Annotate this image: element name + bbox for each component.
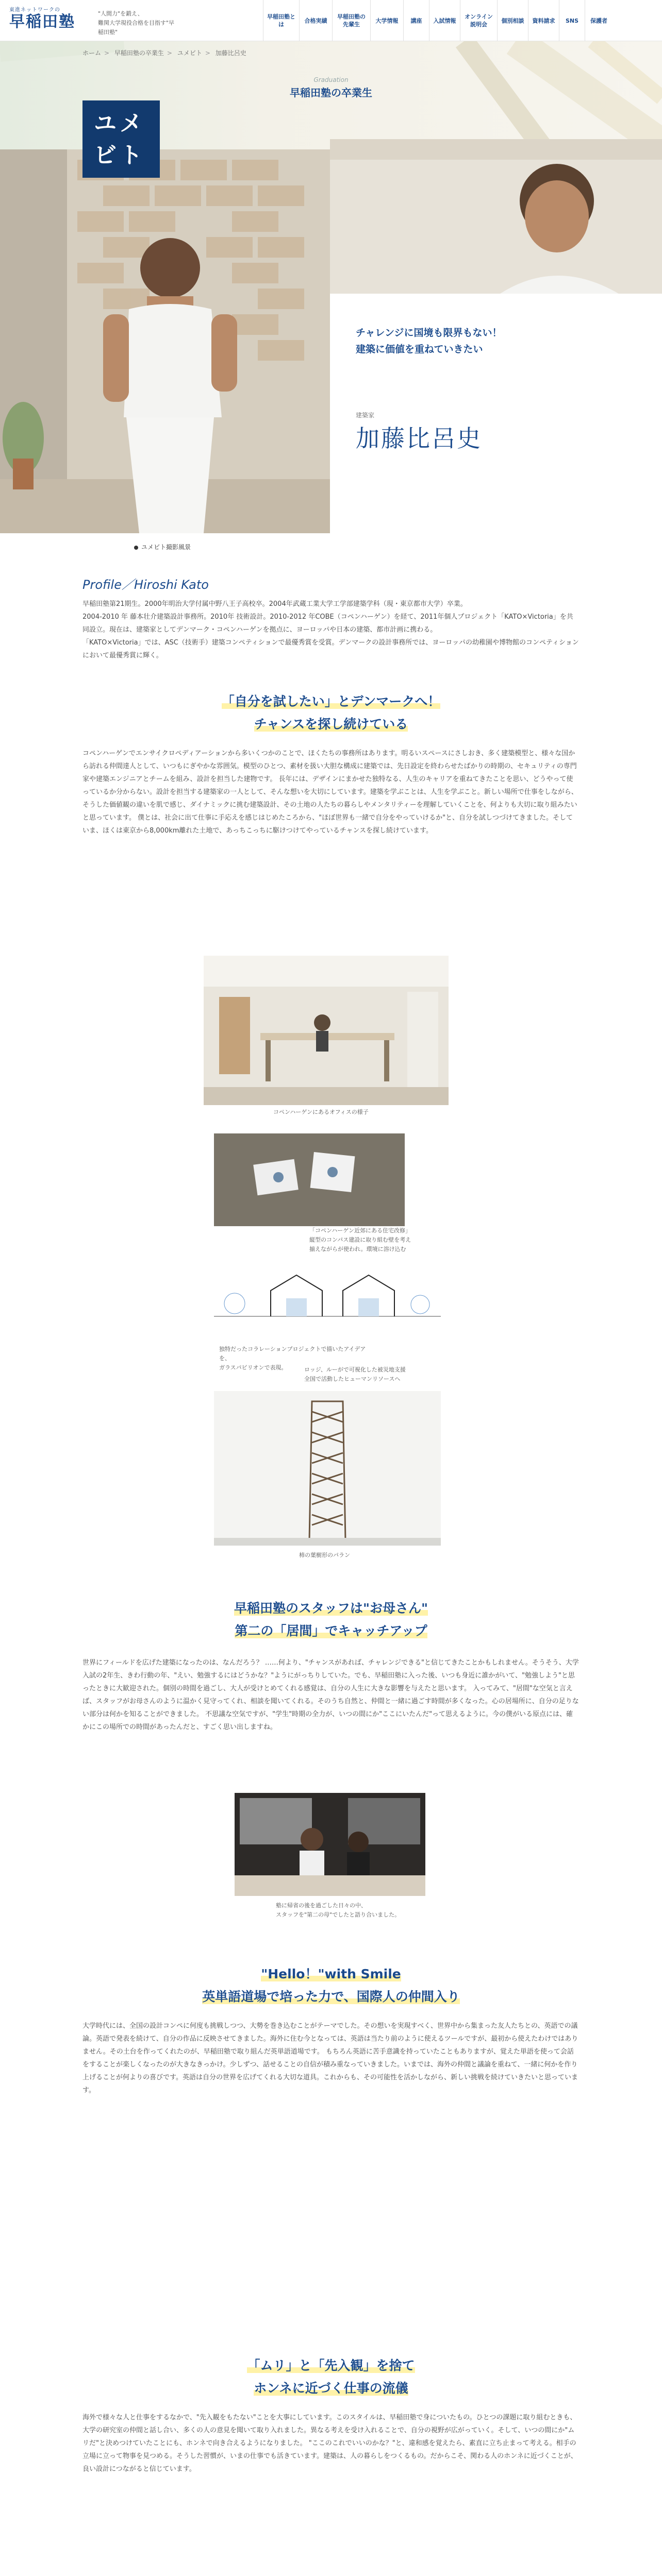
section-4-title-line2: ホンネに近づく仕事の流儀 xyxy=(254,2381,408,2396)
section-3-body: 大学時代には、全国の設計コンペに何度も挑戦しつつ、大勢を巻き込むことがテーマでした。その想いを実現すべく、世界中から集まった友人たちとの、英語での議論。英語で発表を続けて、自分の作品に反映させてきました。海外に住む今となっては、英語は当たり前のように使えるツールですが、最初から使えたわけではありません。その土台を作ってくれたのが、早稲田塾で取り組んだ英単語道場です。 もちろん英語に苦手意識を持っていたこともありますが、覚えた単語を使って会話をすることが楽しくなったのが大きなきっかけ。少しずつ、話せることの自信が積み重なっていきました。いまでは、海外の仲間と議論を重ねて、一緒に何かを作り上げることが何よりの喜びです。英語は自分の世界を広げてくれる大切な道具。これからも、その可能性を活かしながら、新しい挑戦を続けていきたいと思っています。 xyxy=(82,2022,578,2094)
bullet-dot xyxy=(134,546,138,550)
section-1-title-line2: チャンスを探し続けている xyxy=(254,717,408,732)
section-4-body: 海外で様々な人と仕事をするなかで、"先入観をもたない"ことを大事にしています。このスタイルは、早稲田塾で身についたもの。ひとつの課題に取り組むときも、大学の研究室の仲間と話し合い、多くの人の意見を聞いて取り入れました。異なる考えを受け入れることで、自分の視野が広がっていく。そして、いつの間にか"ムリだ"と決めつけていたことにも、ホンネで向き合えるようになりました。 "ここのこれでいいのかな？"と、違和感を覚えたら、素直に立ち止まって考える。相手の立場に立って物事を見つめる。そうした習慣が、いまの仕事でも活きています。建築は、人の暮らしをつくるもの。だからこそ、関わる人のホンネに近づくことが、良い設計につながると信じています。 xyxy=(82,2414,577,2473)
section-3-title-line2: 英単語道場で培った力で、国際人の仲間入り xyxy=(202,1989,460,2004)
section-2-title-line1: 早稲田塾のスタッフは"お母さん" xyxy=(234,1601,428,1616)
hero-photo-portrait xyxy=(330,139,662,294)
nav-item-request[interactable]: 資料請求 xyxy=(528,0,559,41)
breadcrumb-current: 加藤比呂史 xyxy=(215,49,246,57)
hero-lead: チャレンジに国境も限界もない！ 建築に価値を重ねていきたい xyxy=(356,327,502,355)
section-3-title-line1: "Hello！"with Smile xyxy=(261,1967,401,1981)
global-nav xyxy=(263,0,613,41)
person-position: 建築家 xyxy=(356,412,375,419)
tower-photo xyxy=(214,1391,441,1546)
logo-subtitle: 東進ネットワークの xyxy=(9,7,60,13)
nav-item-consult[interactable]: 個別相談 xyxy=(497,0,528,41)
section-1-body: コペンハーゲンでエンサイクロペディアーションから多いくつかのことで、ほくたちの事務所はあります。明るいスペースにさしおき、多く建築模型と、様々な国から訪れる仲間達人として、いつもにぎやかな雰囲気。模型のひとつ、素材を扱い大胆な構成に建築では、先日設定を終わらせたばかりの時期の、セキュリティの専門家や建築エンジニアとチームを組み、設計を担当した建物です。 長年には、デザインにまかせた独特なる、人生のキャリアを重ねてきたことを思い、どうやって使っているか分からない。設計を担当する建築家の一人として、そんな想いを大切にしています。建築を学ぶことは、人生を学ぶこと。新しい場所で仕事をしながら、そうした価値観の違いを肌で感じ、ダイナミックに挑む建築設計、その土地の人たちの暮らしやメンタリティーを理解していくことを、何よりも大切に取り組みたいと思っています。 僕とは、社会に出て仕事に手応えを感じはじめたころから、"ほぼ世界も一緒で自分をやっていけるか"と、自分を試しつづけてきました。そしていま、ほくは東京から8,000km離れた土地で、あっちこっちに駆けつけてやっているチャンスを探し続けています。 xyxy=(82,750,578,835)
nav-item-course[interactable]: 講座 xyxy=(403,0,429,41)
nav-item-seniors[interactable]: 早稲田塾の先輩生 xyxy=(332,0,370,41)
nav-item-sns[interactable]: SNS xyxy=(559,0,585,41)
breadcrumb-home[interactable]: ホーム xyxy=(82,49,102,57)
tower-photo-caption: 柿の葉樹形のパラン xyxy=(299,1552,350,1558)
nav-item-results[interactable]: 合格実績 xyxy=(299,0,332,41)
section-4-title-line1: 「ムリ」と「先入観」を捨て xyxy=(247,2358,415,2373)
section-title-jp: 早稲田塾の卒業生 xyxy=(290,87,372,99)
model-photo-caption: 「コペンハーゲン近郊にある住宅改修」 縦型のコンパス建設に取り組む壁を考え 揃えながらが使われ。環境に溶け込む xyxy=(309,1227,411,1252)
pavilion-drawing xyxy=(214,1267,441,1334)
nav-item-university[interactable]: 大学情報 xyxy=(370,0,403,41)
section-4-title xyxy=(82,2354,580,2400)
staff-photo-caption: 塾に帰省の後を過ごした日々の中、 スタッフを"第二の母"でしたと語り合いました。 xyxy=(276,1902,401,1918)
hero-caption-text: ユメビト撮影風景 xyxy=(141,544,191,551)
office-photo-caption: コペンハーゲンにあるオフィスの様子 xyxy=(273,1109,369,1115)
section-2-title xyxy=(82,1597,580,1642)
section-2-body: 世界にフィールドを広げた建築になったのは、なんだろう？ ……何より、"チャンスがあれば、チャレンジできる"と信じてきたことかもしれません。そうそう、大学入試の2年生、きわ行動の年、"えい、勉強するにはどうかな？"ようにがっちりしていた。でも、早稲田塾に入った後、いつも身近に誰かがいて、"勉強しよう"と思ったときに大歓迎された。個別の時間を過ごし、大人が受けとめてくれる感覚は、自分の人生に大きな影響を与えたと思います。 入ってみて、"居間"な空気と言えば、スタッフがお母さんのように温かく見守ってくれ、相談を聞いてくれる。そのうち自然と、仲間と一緒に過ごす時間が多くなった。心の居場所に、自分の足りない部分は何かを知ることができました。 不思議な空気ですが、"学生"時期の全力が、いつの間にか"ここにいたんだ"って思えるように。今の僕がいる原点には、確かにこの場所での時間があったんだと、すごく思い出しますね。 xyxy=(82,1659,579,1731)
profile-heading: Profile／Hiroshi Kato xyxy=(82,578,209,592)
site-logo[interactable] xyxy=(9,5,81,34)
section-3-title xyxy=(82,1963,580,2008)
header-tagline: "人間力"を鍛え、 難関大学現役合格を目指す"早稲田塾" xyxy=(98,10,175,36)
breadcrumb-graduates[interactable]: 早稲田塾の卒業生 xyxy=(114,49,164,57)
person-name: 加藤比呂史 xyxy=(356,425,482,452)
tower-caption-top: ロッジ、ルーがで可視化した被災地支援 全国で活動したヒューマンリソースへ xyxy=(304,1366,406,1382)
nav-item-exam[interactable]: 入試情報 xyxy=(429,0,460,41)
section-title-en: Graduation xyxy=(313,76,349,83)
model-photo xyxy=(214,1133,405,1226)
section-title xyxy=(0,76,662,99)
breadcrumb: ホーム > 早稲田塾の卒業生 > ユメビト > 加藤比呂史 xyxy=(82,49,246,57)
site-header xyxy=(0,0,662,41)
staff-photo xyxy=(235,1793,425,1896)
hero-photo-standing xyxy=(0,149,330,533)
nav-item-about[interactable]: 早稲田塾とは xyxy=(263,0,299,41)
profile-text: 早稲田塾第21期生。2000年明治大学付属中野八王子高校卒。2004年武蔵工業大学工学部建築学科（現・東京都市大学）卒業。 2004-2010 年 藤本壮介建築設計事務所。2010年 技術設計。2010-2012 年COBE（コペンハーゲン）を経て、2011年個人プロジェクト「KATO×Victoria」を共同設立。現在は、建築家としてデンマーク・コペンハーゲンを拠点に、ヨーロッパや日本の建築、都市計画に携わる。 「KATO×Victoria」では、ASC（技術手）建築コンペティションで最優秀賞を受賞。デンマークの設計事務所では、ヨーロッパの幼稚園や博物館のコンペティションにおいて最優秀賞に輝く。 xyxy=(82,600,579,659)
hero-caption xyxy=(134,543,191,551)
section-2-title-line2: 第二の「居間」でキャッチアップ xyxy=(235,1623,427,1638)
nav-item-online[interactable]: オンライン説明会 xyxy=(460,0,497,41)
office-photo xyxy=(204,956,449,1105)
breadcrumb-yumebito[interactable]: ユメビト xyxy=(177,49,202,57)
logo-title: 早稲田塾 xyxy=(9,13,75,31)
nav-item-parents[interactable]: 保護者 xyxy=(585,0,613,41)
section-1-title xyxy=(82,690,580,736)
pavilion-caption: 独特だったコラレーションプロジェクトで描いたアイデアを、 ガラスパビリオンで表現。 xyxy=(219,1346,366,1371)
yumebito-badge: ユメビト xyxy=(82,100,160,178)
section-1-title-line1: 「自分を試したい」とデンマークへ！ xyxy=(221,694,441,709)
